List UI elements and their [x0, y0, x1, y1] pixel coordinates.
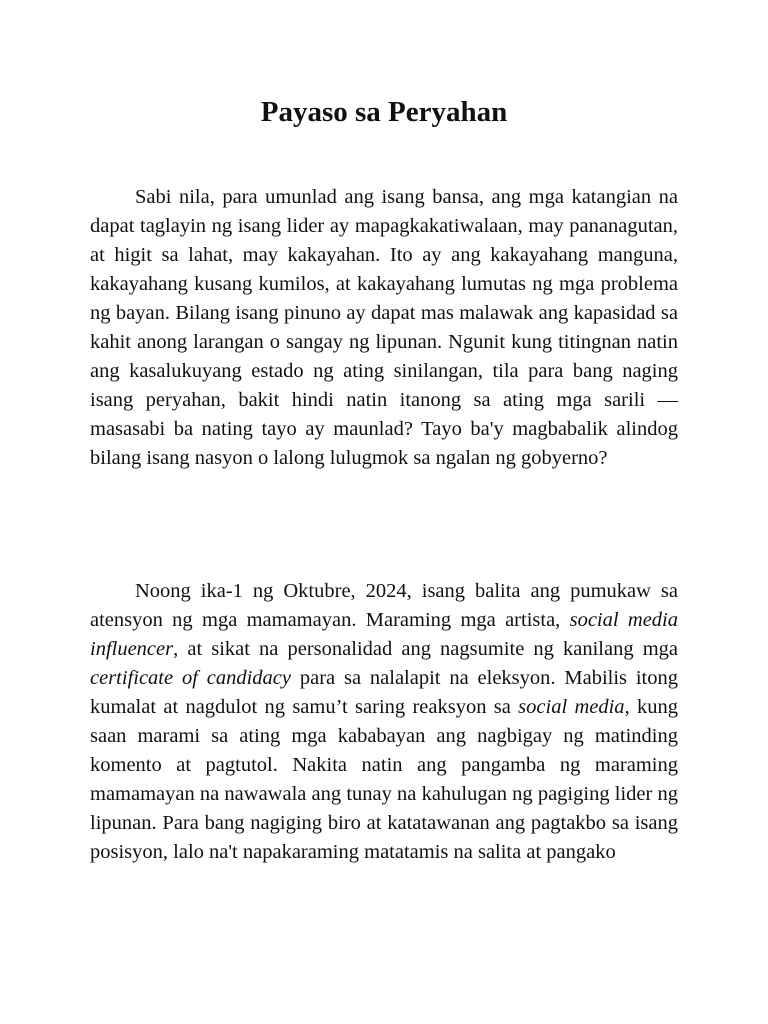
document-title: Payaso sa Peryahan: [260, 96, 508, 128]
paragraph-2-segment: , at sikat na personalidad ang nagsumite ng kanilang mga: [173, 638, 678, 660]
paragraph-2-italic-segment: certificate of candidacy: [90, 667, 291, 689]
paragraph-2: [90, 577, 678, 867]
paragraph-2-segment: , kung saan marami sa ating mga kababayan ang nagbigay ng matinding komento at pagtutol. Nakita natin ang pangamba ng maraming mamamayan na nawawala ang tunay na kahulugan ng pagiging lider ng lipunan. Para bang nagiging biro at katatawanan ang pagtakbo sa isang posisyon, lalo na't napakaraming matatamis na salita at pangako: [90, 696, 678, 863]
paragraph-2-italic-segment: social media influencer: [90, 609, 678, 660]
paragraph-1: Sabi nila, para umunlad ang isang bansa, ang mga katangian na dapat taglayin ng isang lider ay mapagkakatiwalaan, may pananagutan, at higit sa lahat, may kakayahan. Ito ay ang kakayahang manguna, kakayahang kusang kumilos, at kakayahang lumutas ng mga problema ng bayan. Bilang isang pinuno ay dapat mas malawak ang kapasidad sa kahit anong larangan o sangay ng lipunan. Ngunit kung titingnan natin ang kasalukuyang estado ng ating sinilangan, tila para bang naging isang peryahan, bakit hindi natin itanong sa ating mga sarili — masasabi ba nating tayo ay maunlad? Tayo ba'y magbabalik alindog bilang isang nasyon o lalong lulugmok sa ngalan ng gobyerno?: [90, 186, 678, 469]
paragraph-2-italic-segment: social media: [518, 696, 625, 718]
paragraph-2-segment: Noong ika-1 ng Oktubre, 2024, isang balita ang pumukaw sa atensyon ng mga mamamayan. Maraming mga artista,: [90, 580, 678, 631]
paragraph-2-segment: para sa nalalapit na eleksyon. Mabilis itong kumalat at nagdulot ng samu’t saring reaksyon sa: [90, 667, 678, 718]
